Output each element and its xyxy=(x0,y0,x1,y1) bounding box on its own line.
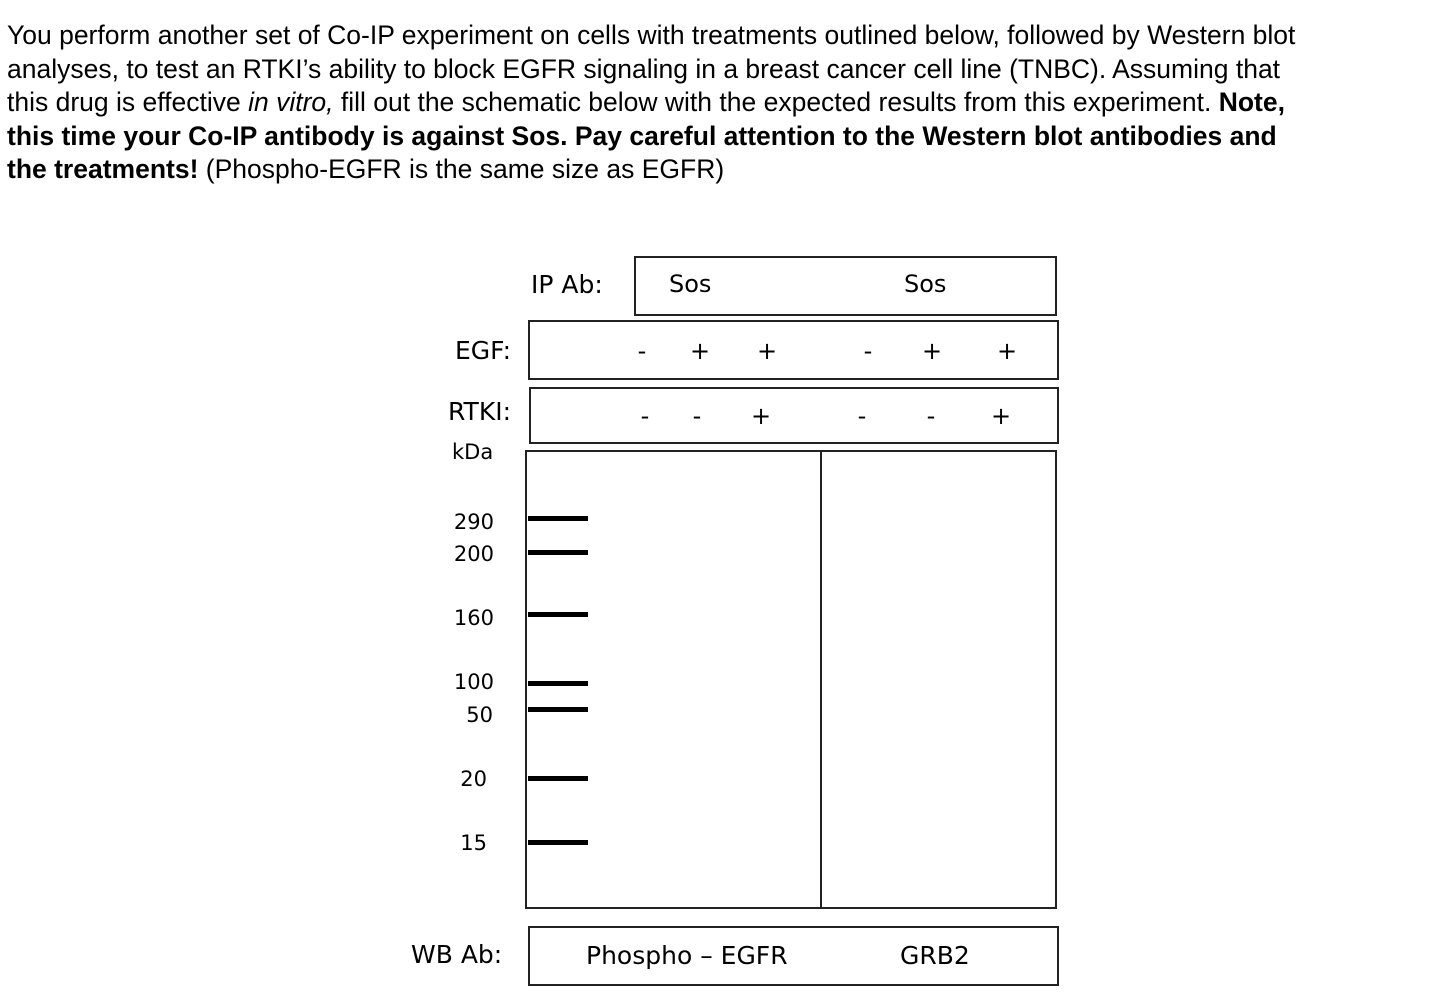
rtki-label: RTKI: xyxy=(448,397,512,426)
ladder-band-290 xyxy=(528,516,588,521)
question-text xyxy=(7,19,1443,187)
ladder-band-15 xyxy=(528,840,588,845)
wb-ab-label: WB Ab: xyxy=(411,940,503,969)
wb-ab-value-right: GRB2 xyxy=(900,941,970,970)
egf-sign-3: + xyxy=(756,337,778,365)
rtki-box xyxy=(529,387,1059,444)
rtki-sign-6: + xyxy=(990,402,1012,430)
ladder-band-160 xyxy=(528,612,588,617)
egf-sign-4: - xyxy=(863,337,873,365)
ladder-band-100 xyxy=(528,681,588,686)
line3-pre: this drug is effective xyxy=(7,87,249,118)
egf-box xyxy=(528,320,1059,380)
mw-label-15: 15 xyxy=(460,831,487,855)
egf-sign-2: + xyxy=(689,337,711,365)
kda-label: kDa xyxy=(452,440,494,464)
blot-divider xyxy=(820,452,822,907)
egf-label: EGF: xyxy=(455,336,512,365)
question-line-5 xyxy=(7,153,1443,187)
ip-ab-value-right: Sos xyxy=(904,270,947,298)
line5-post: (Phospho-EGFR is the same size as EGFR) xyxy=(198,154,725,185)
mw-label-20: 20 xyxy=(460,767,487,791)
question-line-1: You perform another set of Co-IP experiment on cells with treatments outlined below, followed by Western blot xyxy=(7,20,1296,50)
question-line-4 xyxy=(7,120,1443,154)
mw-label-290: 290 xyxy=(453,510,494,534)
rtki-sign-1: - xyxy=(640,402,650,430)
question-line-3 xyxy=(7,86,1443,120)
ip-ab-label: IP Ab: xyxy=(531,270,603,299)
egf-sign-1: - xyxy=(637,337,647,365)
ladder-band-20 xyxy=(528,776,588,781)
line3-italic: in vitro, xyxy=(248,87,334,118)
mw-label-200: 200 xyxy=(453,542,494,566)
ip-ab-box xyxy=(634,256,1057,316)
egf-sign-5: + xyxy=(921,337,943,365)
wb-ab-box xyxy=(528,926,1059,986)
rtki-sign-5: - xyxy=(926,402,936,430)
question-line-2: analyses, to test an RTKI’s ability to block EGFR signaling in a breast cancer cell line (TNBC). Assuming that xyxy=(7,53,1281,84)
line3-bold: Note, xyxy=(1218,87,1285,118)
rtki-sign-2: - xyxy=(692,402,702,430)
rtki-sign-3: + xyxy=(750,402,772,430)
ladder-band-50 xyxy=(528,707,588,712)
wb-ab-value-left: Phospho – EGFR xyxy=(586,941,788,970)
ip-ab-value-left: Sos xyxy=(669,270,712,298)
rtki-sign-4: - xyxy=(857,402,867,430)
ladder-band-200 xyxy=(528,550,588,555)
blot-area[interactable] xyxy=(525,450,1057,909)
line3-post: fill out the schematic below with the expected results from this experiment. xyxy=(333,87,1219,118)
egf-sign-6: + xyxy=(996,337,1018,365)
mw-label-100: 100 xyxy=(453,670,494,694)
line4-bold: this time your Co-IP antibody is against Sos. Pay careful attention to the Western blot antibodies and xyxy=(7,120,1277,151)
mw-label-50: 50 xyxy=(466,703,493,727)
mw-label-160: 160 xyxy=(453,606,494,630)
line5-bold: the treatments! xyxy=(7,154,199,185)
